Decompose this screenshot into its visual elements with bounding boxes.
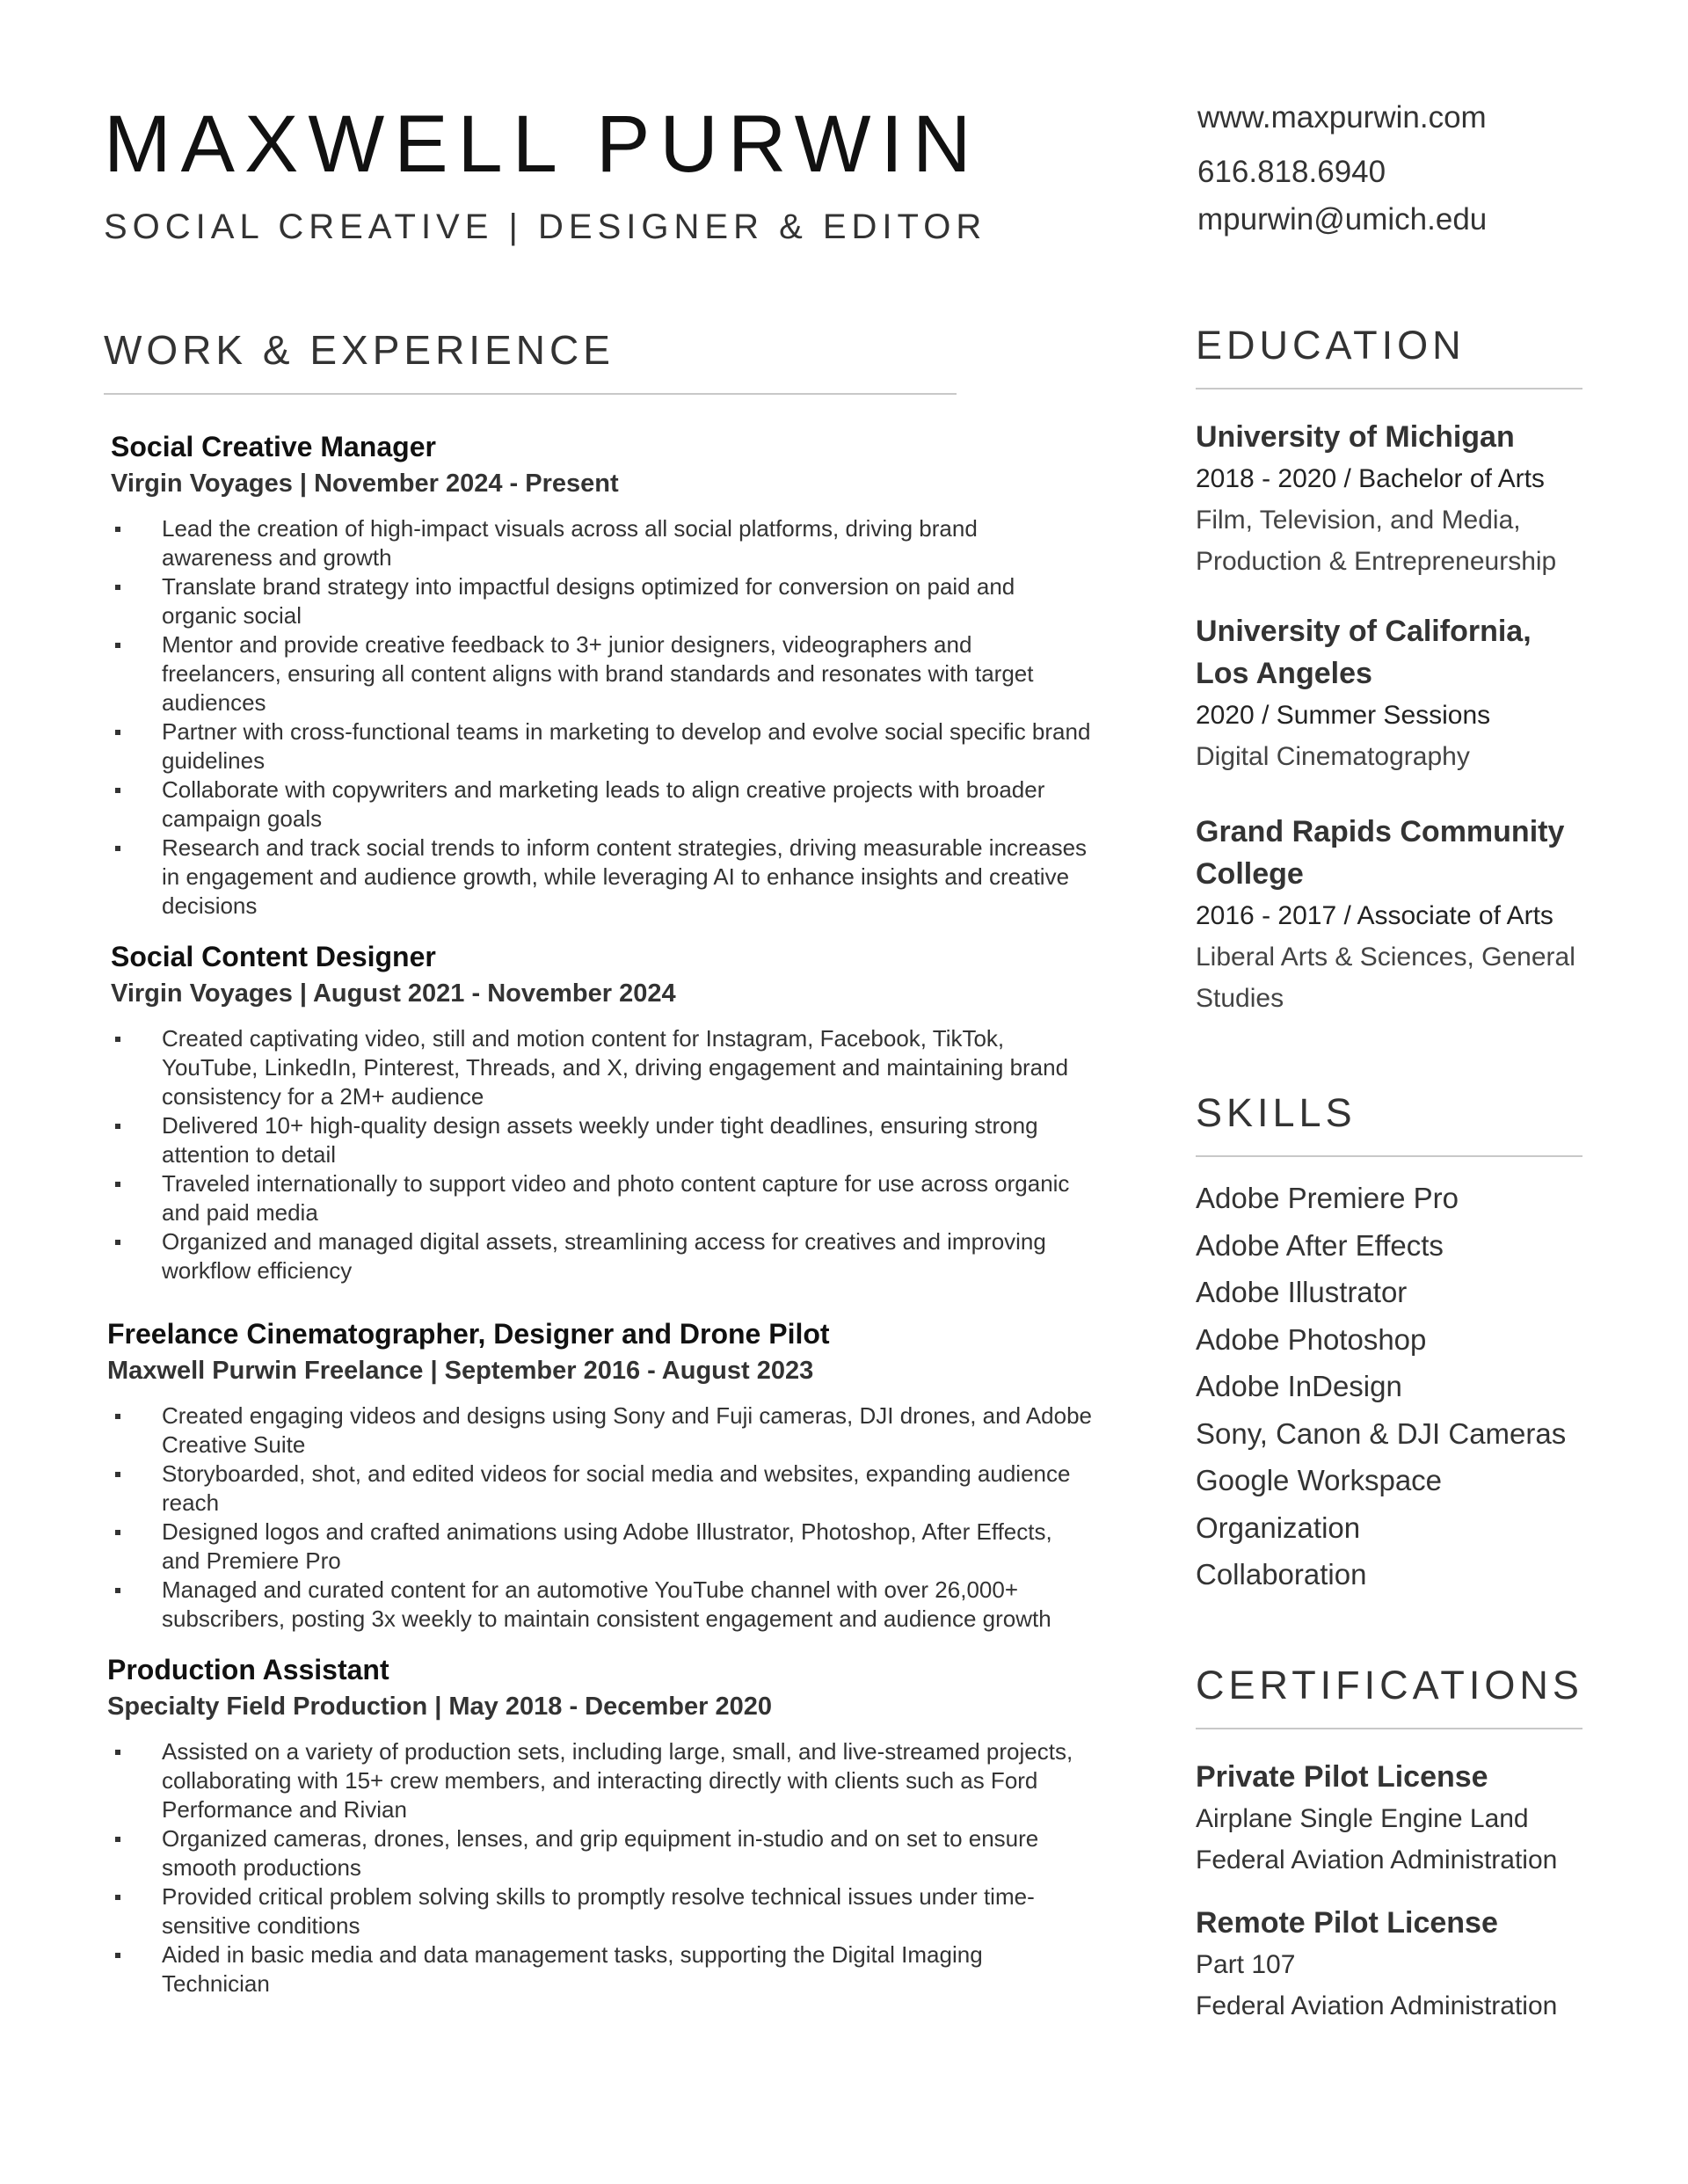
certification-entry: [1196, 1756, 1600, 1881]
job-title: Freelance Cinematographer, Designer and Drone Pilot: [107, 1318, 830, 1350]
skill-item: Adobe Premiere Pro: [1196, 1182, 1459, 1214]
education-entry: [1196, 811, 1600, 1019]
field-of-study: Production & Entrepreneurship: [1196, 547, 1557, 576]
bullet-item: Lead the creation of high-impact visuals across all social platforms, driving brand awareness and growth: [111, 514, 1093, 572]
resume-tagline: SOCIAL CREATIVE | DESIGNER & EDITOR: [104, 207, 987, 246]
bullet-item: Created captivating video, still and motion content for Instagram, Facebook, TikTok, YouTube, LinkedIn, Pinterest, Threads, and X, driving engagement and maintaining brand consistency for a 2M+ audience: [111, 1024, 1093, 1111]
bullet-item: Partner with cross-functional teams in marketing to develop and evolve social specific brand guidelines: [111, 717, 1093, 775]
job-bullets: [111, 1401, 1093, 1634]
school-name: University of California,: [1196, 615, 1532, 648]
school-name: Grand Rapids Community: [1196, 815, 1565, 848]
skill-item: Google Workspace: [1196, 1464, 1443, 1496]
job-meta: Maxwell Purwin Freelance | September 2016 - August 2023: [107, 1357, 814, 1385]
school-name: College: [1196, 857, 1304, 891]
bullet-item: Storyboarded, shot, and edited videos for social media and websites, expanding audience reach: [111, 1460, 1093, 1518]
skills-divider: [1196, 1155, 1582, 1157]
skill-item: Sony, Canon & DJI Cameras: [1196, 1416, 1567, 1450]
certification-issuer: Federal Aviation Administration: [1196, 1845, 1558, 1875]
job-title: Production Assistant: [107, 1654, 389, 1685]
job-entry: [111, 428, 1093, 921]
job-entry: [107, 1651, 1093, 1998]
bullet-item: Organized cameras, drones, lenses, and grip equipment in-studio and on set to ensure smooth productions: [111, 1824, 1093, 1882]
bullet-item: Mentor and provide creative feedback to 3+ junior designers, videographers and freelancers, ensuring all content aligns with brand standards and resonates with target audiences: [111, 630, 1093, 717]
bullet-item: Research and track social trends to inform content strategies, driving measurable increases in engagement and audience growth, while leveraging AI to enhance insights and creative decisions: [111, 834, 1093, 921]
certification-name: Private Pilot License: [1196, 1759, 1488, 1794]
bullet-item: Delivered 10+ high-quality design assets weekly under tight deadlines, ensuring strong attention to detail: [111, 1111, 1093, 1169]
email-link[interactable]: mpurwin@umich.edu: [1197, 202, 1488, 237]
job-title: Social Content Designer: [111, 941, 436, 972]
certification-issuer: Federal Aviation Administration: [1196, 1991, 1558, 2020]
education-entry: [1196, 610, 1600, 777]
certifications-divider: [1196, 1728, 1582, 1729]
job-bullets: [111, 514, 1093, 921]
skill-item: Organization: [1196, 1511, 1361, 1544]
job-entry: [107, 1315, 1093, 1634]
education-heading: EDUCATION: [1196, 323, 1466, 368]
certification-name: Remote Pilot License: [1196, 1905, 1498, 1940]
school-name: Los Angeles: [1196, 657, 1372, 690]
skill-item: Adobe Illustrator: [1196, 1276, 1408, 1308]
skills-heading: SKILLS: [1196, 1090, 1357, 1135]
certifications-section: [1196, 1662, 1600, 2027]
bullet-item: Translate brand strategy into impactful designs optimized for conversion on paid and organic social: [111, 572, 1093, 630]
bullet-item: Collaborate with copywriters and marketing leads to align creative projects with broader campaign goals: [111, 775, 1093, 834]
skill-item: Collaboration: [1196, 1558, 1367, 1591]
website-link[interactable]: www.maxpurwin.com: [1197, 100, 1487, 135]
job-title: Social Creative Manager: [111, 431, 436, 462]
degree: 2020 / Summer Sessions: [1196, 701, 1491, 730]
field-of-study: Studies: [1196, 984, 1284, 1013]
skill-item: Adobe Photoshop: [1196, 1322, 1427, 1356]
bullet-item: Provided critical problem solving skills to promptly resolve technical issues under time-sensitive conditions: [111, 1882, 1093, 1940]
bullet-item: Assisted on a variety of production sets, including large, small, and live-streamed projects, collaborating with 15+ crew members, and interacting directly with clients such as Ford Performance and Rivian: [111, 1737, 1093, 1824]
job-meta: Virgin Voyages | August 2021 - November 2024: [111, 979, 676, 1008]
job-bullets: [111, 1024, 1093, 1285]
bullet-item: Designed logos and crafted animations using Adobe Illustrator, Photoshop, After Effects, and Premiere Pro: [111, 1518, 1093, 1576]
education-divider: [1196, 388, 1582, 389]
education-entry: [1196, 416, 1600, 582]
sidebar-column: [1196, 325, 1600, 2027]
skills-section: [1196, 1090, 1600, 1598]
bullet-item: Traveled internationally to support video and photo content capture for use across organic and paid media: [111, 1169, 1093, 1227]
experience-divider: [104, 393, 957, 395]
experience-section: [104, 327, 1093, 1998]
certifications-heading: CERTIFICATIONS: [1196, 1662, 1583, 1707]
certification-detail: Airplane Single Engine Land: [1196, 1803, 1529, 1833]
job-entry: [111, 938, 1093, 1285]
experience-heading: WORK & EXPERIENCE: [104, 327, 615, 373]
skills-list: [1196, 1175, 1600, 1598]
certification-entry: [1196, 1902, 1600, 2027]
field-of-study: Film, Television, and Media,: [1196, 506, 1521, 535]
degree: 2016 - 2017 / Associate of Arts: [1196, 901, 1553, 930]
school-name: University of Michigan: [1196, 420, 1515, 454]
skill-item: Adobe After Effects: [1196, 1228, 1444, 1262]
field-of-study: Liberal Arts & Sciences, General: [1196, 943, 1575, 972]
bullet-item: Aided in basic media and data management tasks, supporting the Digital Imaging Technician: [111, 1940, 1093, 1998]
bullet-item: Organized and managed digital assets, streamlining access for creatives and improving workflow efficiency: [111, 1227, 1093, 1285]
job-meta: Virgin Voyages | November 2024 - Present: [111, 470, 619, 498]
bullet-item: Created engaging videos and designs using Sony and Fuji cameras, DJI drones, and Adobe Creative Suite: [111, 1401, 1093, 1460]
education-section: [1196, 325, 1600, 1019]
job-bullets: [111, 1737, 1093, 1998]
job-meta: Specialty Field Production | May 2018 - December 2020: [107, 1693, 772, 1721]
certification-detail: Part 107: [1196, 1949, 1296, 1979]
phone-number[interactable]: 616.818.6940: [1197, 155, 1386, 189]
field-of-study: Digital Cinematography: [1196, 742, 1470, 771]
bullet-item: Managed and curated content for an automotive YouTube channel with over 26,000+ subscribers, posting 3x weekly to maintain consistent engagement and audience growth: [111, 1576, 1093, 1634]
resume-name: MAXWELL PURWIN: [104, 99, 981, 189]
degree: 2018 - 2020 / Bachelor of Arts: [1196, 464, 1545, 493]
skill-item: Adobe InDesign: [1196, 1370, 1402, 1402]
